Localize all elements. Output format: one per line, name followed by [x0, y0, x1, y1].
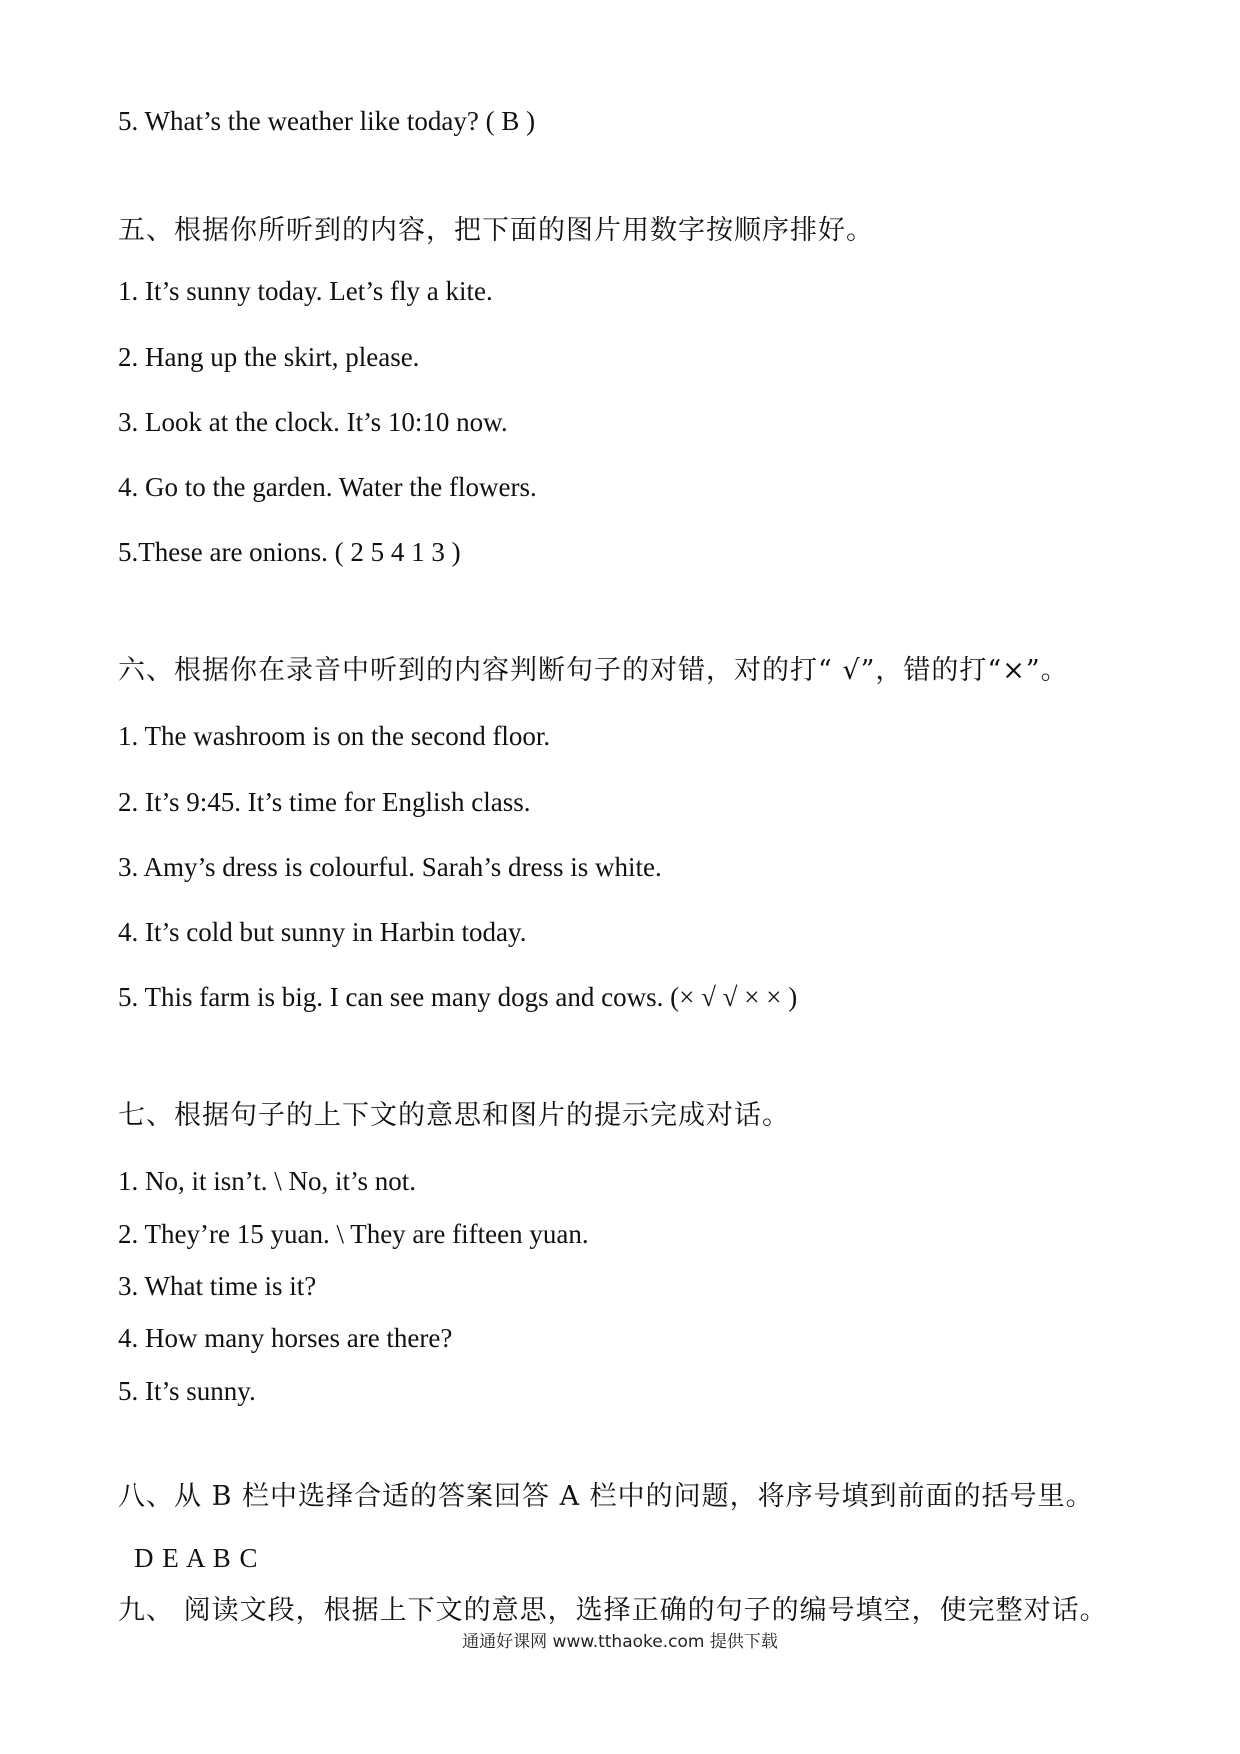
- section-8-answer: D E A B C: [134, 1543, 259, 1573]
- section-7-heading: 七、根据句子的上下文的意思和图片的提示完成对话。: [118, 1100, 790, 1131]
- section-6-item-4: 4. It’s cold but sunny in Harbin today.: [118, 917, 527, 947]
- section-7-item-4: 4. How many horses are there?: [118, 1323, 453, 1353]
- section-6-item-3: 3. Amy’s dress is colourful. Sarah’s dress is white.: [118, 852, 662, 882]
- section-6-item-5: 5. This farm is big. I can see many dogs and cows. (× √ √ × × ): [118, 982, 798, 1012]
- section-5-item-2: 2. Hang up the skirt, please.: [118, 342, 420, 372]
- section-7-item-2: 2. They’re 15 yuan. \ They are fifteen yuan.: [118, 1219, 589, 1249]
- section-5-heading: 五、根据你所听到的内容，把下面的图片用数字按顺序排好。: [118, 215, 874, 246]
- section-6-heading: 六、根据你在录音中听到的内容判断句子的对错，对的打“ √”，错的打“×”。: [118, 655, 1069, 686]
- section-5-item-3: 3. Look at the clock. It’s 10:10 now.: [118, 407, 508, 437]
- section-7-item-5: 5. It’s sunny.: [118, 1376, 256, 1406]
- section-5-item-4: 4. Go to the garden. Water the flowers.: [118, 472, 537, 502]
- section-8-heading: 八、从 B 栏中选择合适的答案回答 A 栏中的问题，将序号填到前面的括号里。: [118, 1481, 1094, 1512]
- section-6-item-2: 2. It’s 9:45. It’s time for English class.: [118, 787, 531, 817]
- answer-line: 5. What’s the weather like today? ( B ): [118, 106, 536, 136]
- page-footer: 通通好课网 www.tthaoke.com 提供下载: [462, 1632, 778, 1652]
- section-5-item-1: 1. It’s sunny today. Let’s fly a kite.: [118, 276, 493, 306]
- section-9-heading: 九、 阅读文段，根据上下文的意思，选择正确的句子的编号填空，使完整对话。: [118, 1595, 1108, 1626]
- section-7-item-1: 1. No, it isn’t. \ No, it’s not.: [118, 1166, 417, 1196]
- section-7-item-3: 3. What time is it?: [118, 1271, 317, 1301]
- section-6-item-1: 1. The washroom is on the second floor.: [118, 721, 551, 751]
- section-5-item-5: 5.These are onions. ( 2 5 4 1 3 ): [118, 537, 461, 567]
